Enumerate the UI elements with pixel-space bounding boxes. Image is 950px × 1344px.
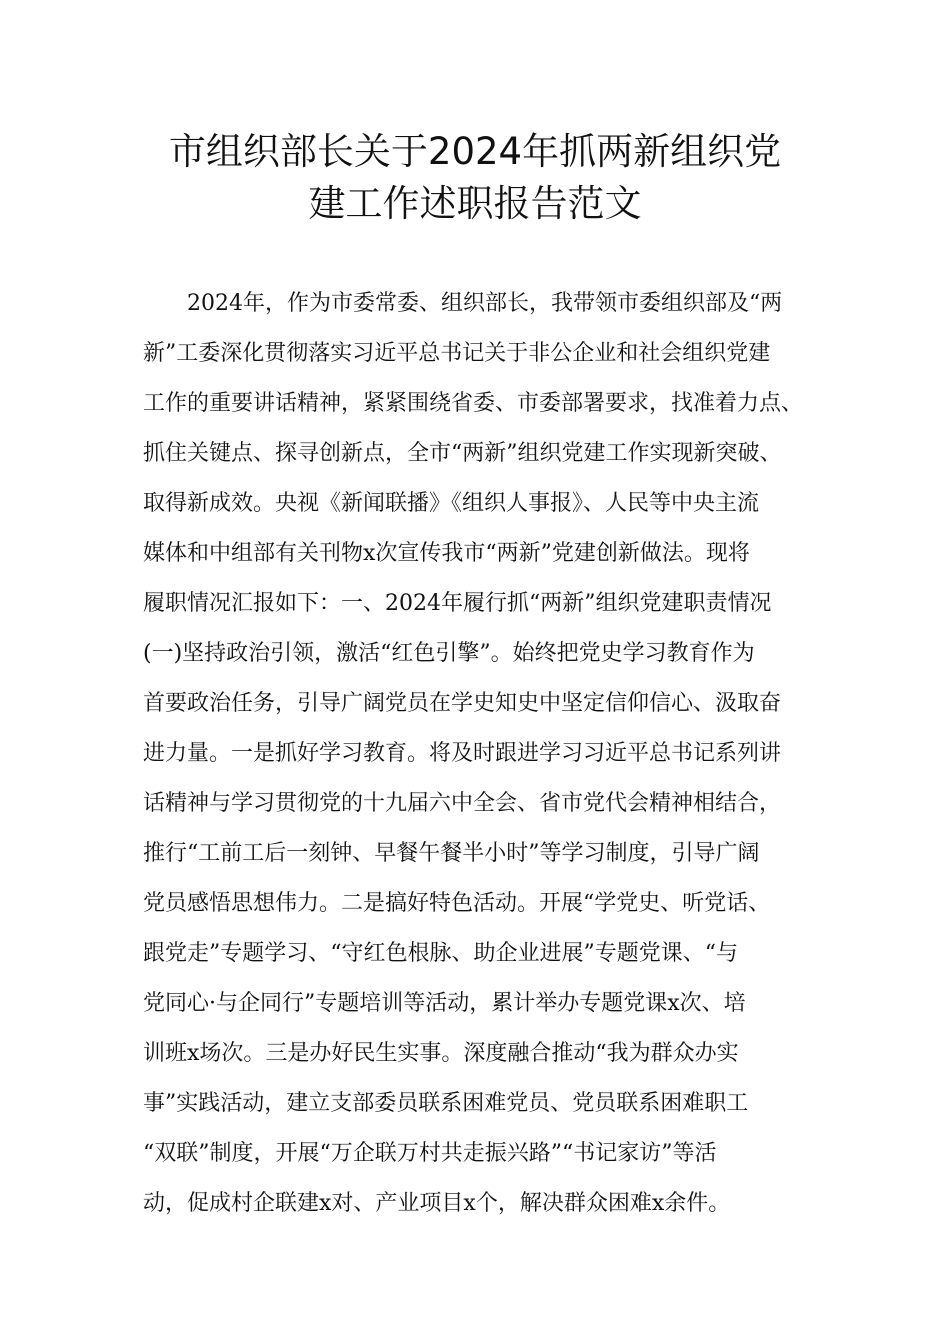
body-line: 新”工委深化贯彻落实习近平总书记关于非公企业和社会组织党建 [143, 341, 771, 366]
body-line: 取得新成效。央视《新闻联播》《组织人事报》、人民等中央主流 [143, 491, 760, 516]
body-line: “双联”制度，开展“万企联万村共走振兴路”“书记家访”等活 [143, 1141, 717, 1166]
body-line: 进力量。一是抓好学习教育。将及时跟进学习习近平总书记系列讲 [143, 741, 782, 766]
body-line: 事”实践活动，建立支部委员联系困难党员、党员联系困难职工 [143, 1091, 749, 1116]
document-title [0, 126, 950, 230]
title-line-1: 市组织部长关于2024年抓两新组织党 [168, 130, 782, 173]
body-line: 推行“工前工后一刻钟、早餐午餐半小时”等学习制度，引导广阔 [143, 841, 760, 866]
body-line: 2024年，作为市委常委、组织部长，我带领市委组织部及“两 [187, 291, 783, 316]
body-line: 党员感悟思想伟力。二是搞好特色活动。开展“学党史、听党话、 [143, 891, 771, 916]
body-line: 首要政治任务，引导广阔党员在学史知史中坚定信仰信心、汲取奋 [143, 691, 782, 716]
title-line-2: 建工作述职报告范文 [308, 182, 642, 225]
body-line: 工作的重要讲话精神，紧紧围绕省委、市委部署要求，找准着力点、 [143, 391, 804, 416]
body-line: 训班x场次。三是办好民生实事。深度融合推动“我为群众办实 [143, 1041, 739, 1066]
body-line: 党同心·与企同行”专题培训等活动，累计举办专题党课x次、培 [143, 991, 746, 1016]
body-line: 动，促成村企联建x对、产业项目x个，解决群众困难x余件。 [143, 1191, 731, 1216]
body-line: 抓住关键点、探寻创新点，全市“两新”组织党建工作实现新突破、 [143, 441, 782, 466]
body-line: 媒体和中组部有关刊物x次宣传我市“两新”党建创新做法。现将 [143, 541, 750, 566]
body-line: 话精神与学习贯彻党的十九届六中全会、省市党代会精神相结合， [143, 791, 782, 816]
body-line: 履职情况汇报如下：一、2024年履行抓“两新”组织党建职责情况 [143, 591, 772, 616]
body-paragraph [143, 279, 823, 1229]
body-line: 跟党走”专题学习、“守红色根脉、助企业进展”专题党课、“与 [143, 941, 738, 966]
body-line: (一)坚持政治引领，激活“红色引擎”。始终把党史学习教育作为 [143, 641, 755, 666]
